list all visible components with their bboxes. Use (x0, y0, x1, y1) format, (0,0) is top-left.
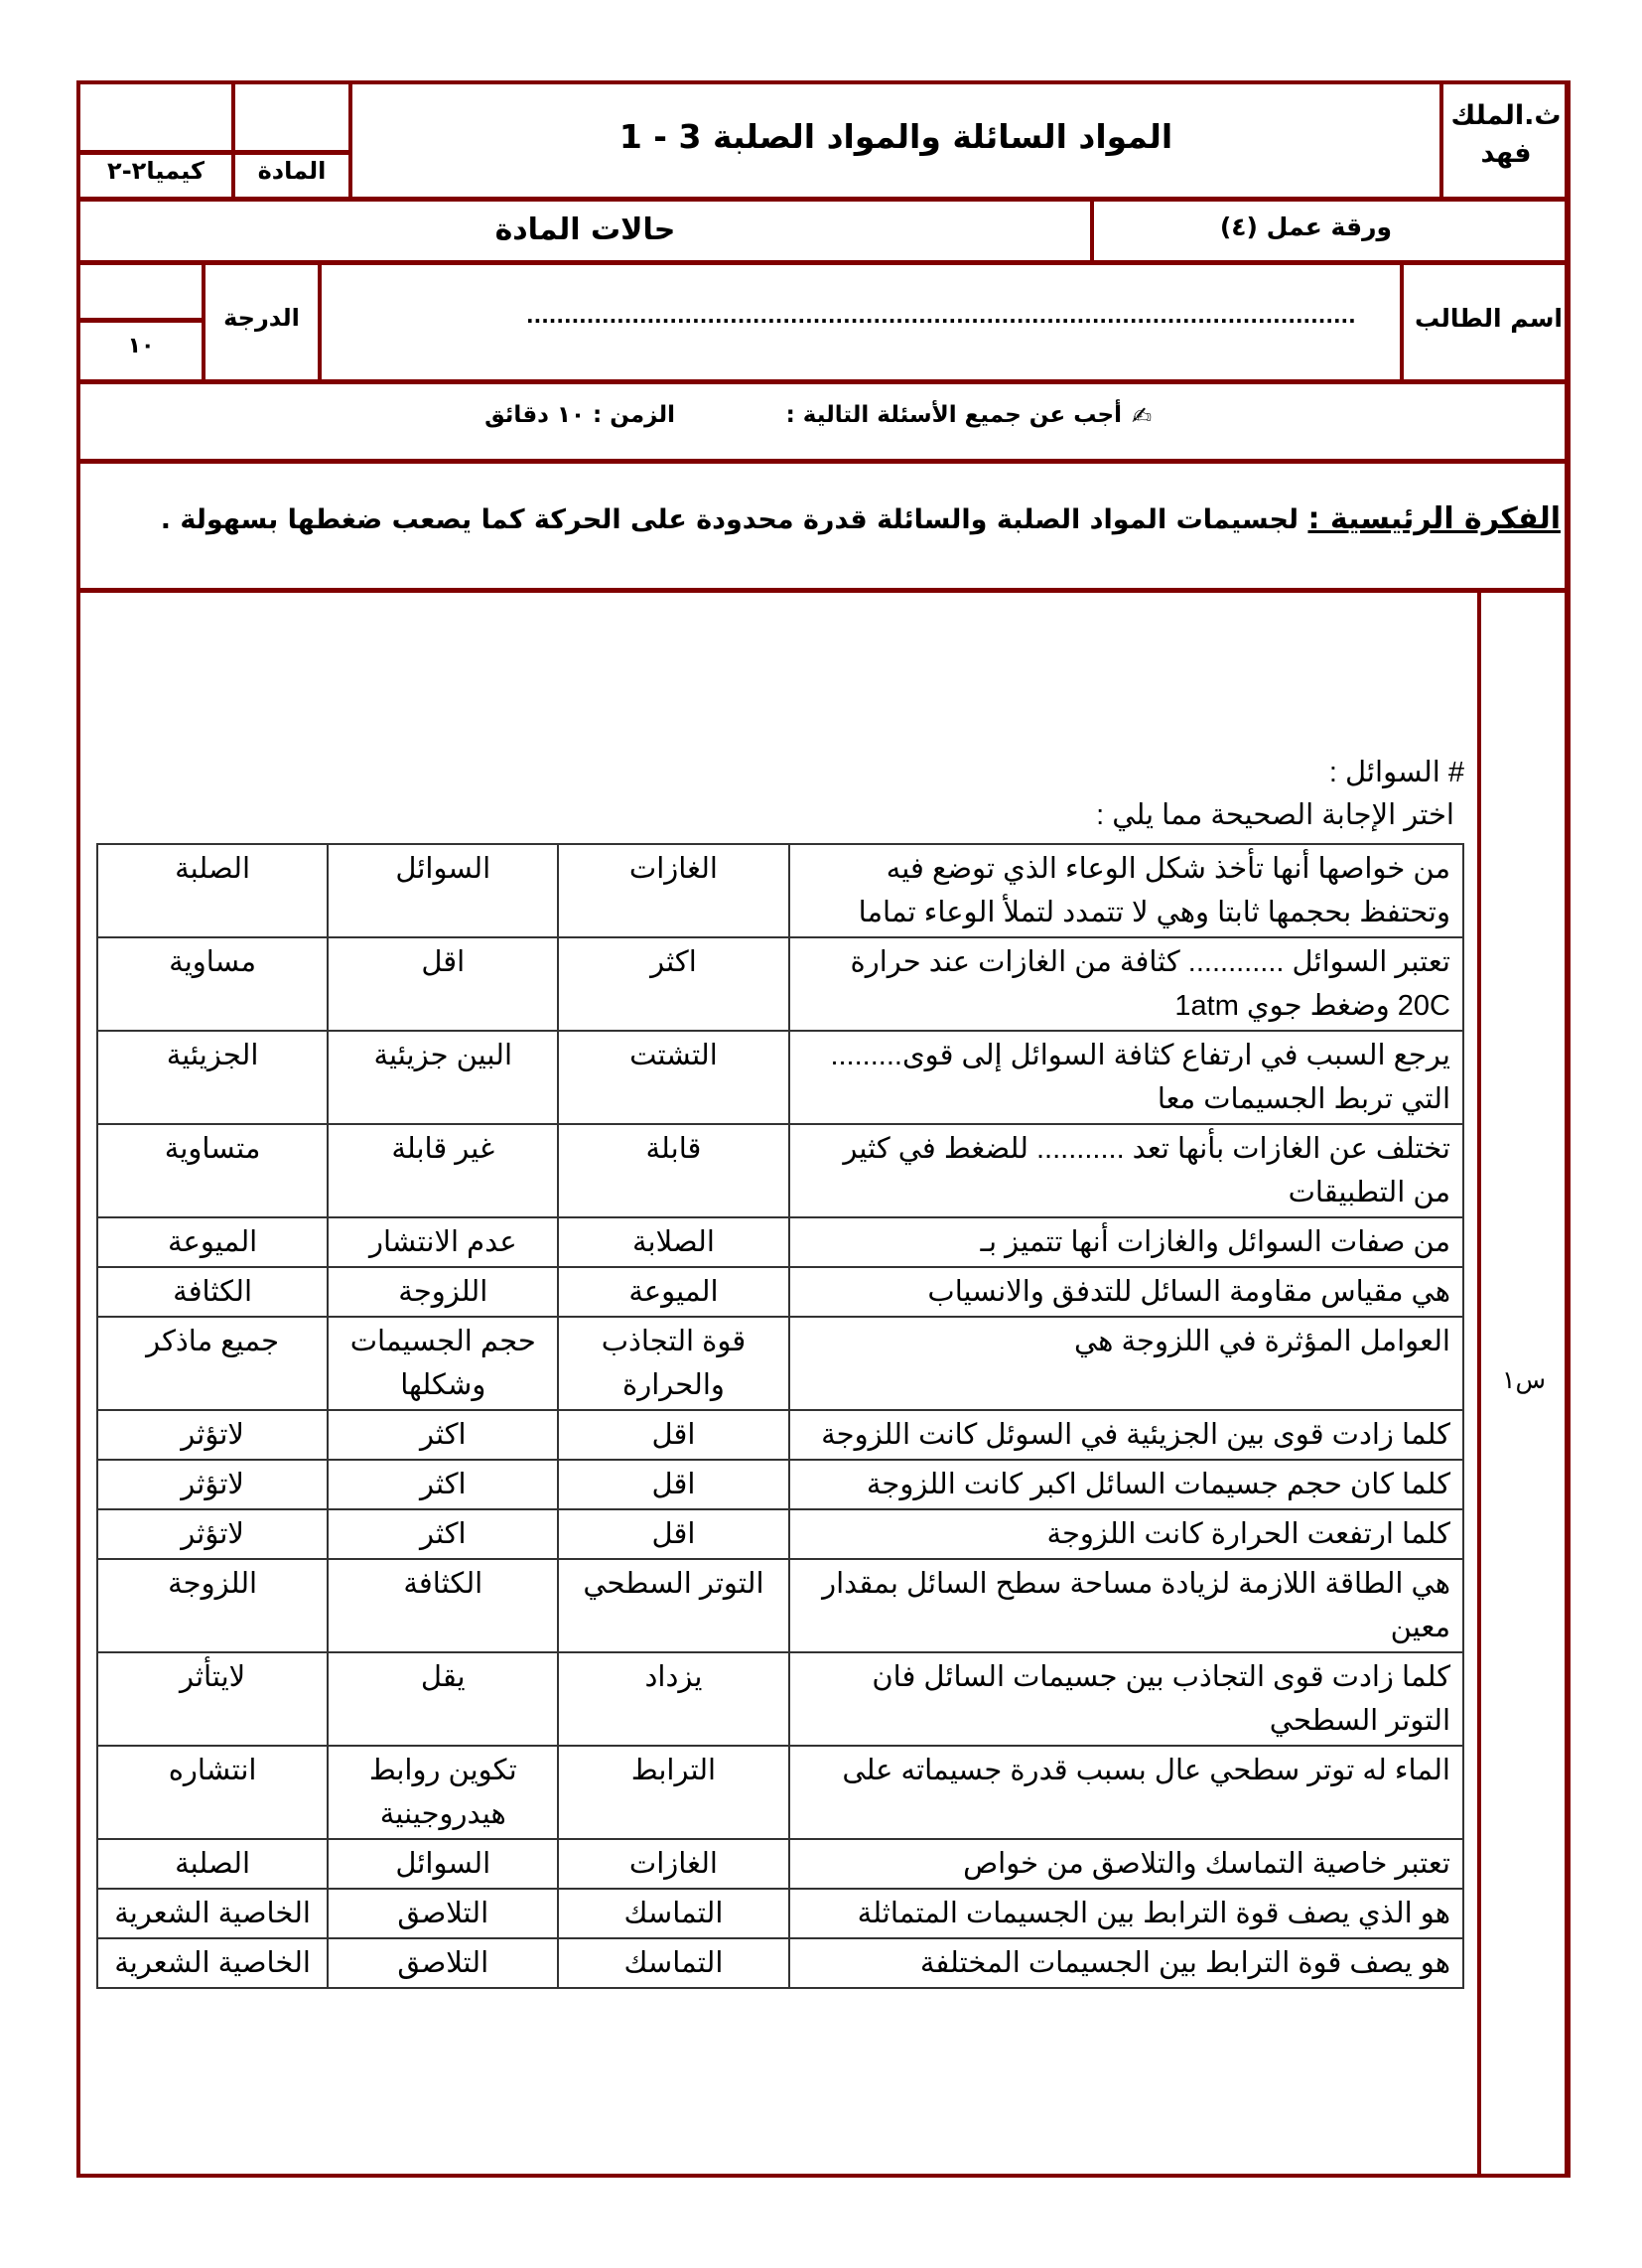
answer-option[interactable]: مساوية (97, 937, 328, 1031)
answer-option[interactable]: لاتؤثر (97, 1509, 328, 1559)
question-row (97, 1559, 1463, 1652)
answer-option[interactable]: الخاصية الشعرية (97, 1889, 328, 1938)
section-heading: # السوائل : (1328, 757, 1464, 788)
divider (76, 459, 1569, 464)
answer-option[interactable]: السوائل (328, 1839, 558, 1889)
answer-option[interactable]: متساوية (97, 1124, 328, 1217)
worksheet-number: ورقة عمل (٤) (1219, 213, 1392, 241)
answer-option[interactable]: يزداد (558, 1652, 788, 1746)
divider (76, 260, 1569, 265)
divider (1439, 80, 1443, 199)
divider (76, 197, 1569, 202)
answer-option[interactable]: قوة التجاذب والحرارة (558, 1317, 788, 1410)
divider (76, 379, 1569, 384)
answer-option[interactable]: السوائل (328, 844, 558, 937)
answer-option[interactable]: الكثافة (97, 1267, 328, 1317)
answer-option[interactable]: البين جزيئية (328, 1031, 558, 1124)
answer-option[interactable]: الخاصية الشعرية (97, 1938, 328, 1988)
student-name-label: اسم الطالب (1414, 304, 1563, 333)
answer-option[interactable]: اقل (558, 1410, 788, 1460)
main-idea-text: لجسيمات المواد الصلبة والسائلة قدرة محدودة على الحركة كما يصعب ضغطها بسهولة . (160, 504, 1308, 535)
question-text: تختلف عن الغازات بأنها تعد ........... للضغط في كثير من التطبيقات (789, 1124, 1463, 1217)
divider (76, 318, 204, 323)
question-row (97, 1938, 1463, 1988)
question-text: هي مقياس مقاومة السائل للتدفق والانسياب (789, 1267, 1463, 1317)
answer-option[interactable]: الميوعة (558, 1267, 788, 1317)
instruction-text: أجب عن جميع الأسئلة التالية : (785, 402, 1122, 428)
question-row (97, 1460, 1463, 1509)
time-limit: الزمن : ١٠ دقائق (484, 402, 675, 428)
question-row (97, 1124, 1463, 1217)
question-row (97, 937, 1463, 1031)
answer-option[interactable]: الجزيئية (97, 1031, 328, 1124)
answer-option[interactable]: اكثر (558, 937, 788, 1031)
question-text: من خواصها أنها تأخذ شكل الوعاء الذي توضع فيه وتحتفظ بحجمها ثابتا وهي لا تتمدد لتملأ الوعاء تماما (789, 844, 1463, 937)
answer-option[interactable]: الصلبة (97, 844, 328, 937)
question-row (97, 1889, 1463, 1938)
answer-option[interactable]: لاتؤثر (97, 1410, 328, 1460)
subject-label: المادة (257, 157, 327, 185)
answer-option[interactable]: التماسك (558, 1938, 788, 1988)
question-text: العوامل المؤثرة في اللزوجة هي (789, 1317, 1463, 1410)
question-row (97, 1410, 1463, 1460)
question-row (97, 1267, 1463, 1317)
answer-option[interactable]: لاتؤثر (97, 1460, 328, 1509)
frame-double-line (1567, 80, 1571, 2178)
pencil-icon: ✍ (1132, 402, 1153, 430)
divider (76, 588, 1569, 593)
student-name-field[interactable]: .............................................................................................................. (526, 304, 1356, 328)
answer-option[interactable]: التلاصق (328, 1938, 558, 1988)
answer-option[interactable]: الكثافة (328, 1559, 558, 1652)
question-text: هو يصف قوة الترابط بين الجسيمات المختلفة (789, 1938, 1463, 1988)
question-text: هي الطاقة اللازمة لزيادة مساحة سطح السائل بمقدار معين (789, 1559, 1463, 1652)
answer-option[interactable]: اقل (558, 1460, 788, 1509)
main-idea-label: الفكرة الرئيسية : (1307, 501, 1561, 536)
question-number: س١ (1502, 1365, 1546, 1394)
answer-option[interactable]: اكثر (328, 1460, 558, 1509)
answer-option[interactable]: غير قابلة (328, 1124, 558, 1217)
question-text: الماء له توتر سطحي عال بسبب قدرة جسيماته على (789, 1746, 1463, 1839)
lesson-title: المواد السائلة والمواد الصلبة 3 - 1 (618, 117, 1173, 156)
question-text: كلما ارتفعت الحرارة كانت اللزوجة (789, 1509, 1463, 1559)
answer-option[interactable]: الميوعة (97, 1217, 328, 1267)
answer-option[interactable]: حجم الجسيمات وشكلها (328, 1317, 558, 1410)
answer-option[interactable]: التلاصق (328, 1889, 558, 1938)
answer-option[interactable]: قابلة (558, 1124, 788, 1217)
answer-option[interactable]: الغازات (558, 1839, 788, 1889)
answer-option[interactable]: عدم الانتشار (328, 1217, 558, 1267)
answer-option[interactable]: جميع ماذكر (97, 1317, 328, 1410)
grade-label: الدرجة (223, 304, 300, 332)
answer-option[interactable]: التشتت (558, 1031, 788, 1124)
answer-option[interactable]: الترابط (558, 1746, 788, 1839)
question-row (97, 1746, 1463, 1839)
question-row (97, 1509, 1463, 1559)
answer-option[interactable]: اقل (558, 1509, 788, 1559)
answer-option[interactable]: تكوين روابط هيدروجينية (328, 1746, 558, 1839)
questions-table (96, 843, 1464, 1989)
answer-option[interactable]: اكثر (328, 1410, 558, 1460)
divider (1477, 591, 1481, 2178)
question-text: كلما كان حجم جسيمات السائل اكبر كانت اللزوجة (789, 1460, 1463, 1509)
divider (318, 262, 322, 381)
answer-option[interactable]: الصلبة (97, 1839, 328, 1889)
question-row (97, 1317, 1463, 1410)
subject-value: كيميا٢-٢ (107, 157, 205, 185)
answer-option[interactable]: اقل (328, 937, 558, 1031)
grade-value: ١٠ (127, 334, 155, 358)
answer-option[interactable]: الغازات (558, 844, 788, 937)
answer-option[interactable]: لايتأثر (97, 1652, 328, 1746)
question-text: تعتبر السوائل ............ كثافة من الغازات عند حرارة 20C وضغط جوي 1atm (789, 937, 1463, 1031)
main-idea (160, 501, 1561, 536)
topic-title: حالات المادة (494, 213, 676, 247)
section-instruction: اختر الإجابة الصحيحة مما يلي : (1096, 799, 1454, 831)
question-text: كلما زادت قوى بين الجزيئية في السوئل كانت اللزوجة (789, 1410, 1463, 1460)
answer-option[interactable]: يقل (328, 1652, 558, 1746)
question-text: كلما زادت قوى التجاذب بين جسيمات السائل فان التوتر السطحي (789, 1652, 1463, 1746)
answer-option[interactable]: اللزوجة (328, 1267, 558, 1317)
answer-option[interactable]: التوتر السطحي (558, 1559, 788, 1652)
question-row (97, 1217, 1463, 1267)
divider (76, 150, 350, 155)
school-name: ث.الملك فهد (1450, 100, 1562, 169)
question-text: يرجع السبب في ارتفاع كثافة السوائل إلى قوى......... التي تربط الجسيمات معا (789, 1031, 1463, 1124)
answer-option[interactable]: التماسك (558, 1889, 788, 1938)
answer-option[interactable]: انتشاره (97, 1746, 328, 1839)
question-row (97, 1652, 1463, 1746)
question-row (97, 844, 1463, 937)
question-text: هو الذي يصف قوة الترابط بين الجسيمات المتماثلة (789, 1889, 1463, 1938)
question-row (97, 1031, 1463, 1124)
answer-option[interactable]: الصلابة (558, 1217, 788, 1267)
answer-option[interactable]: اكثر (328, 1509, 558, 1559)
answer-option[interactable]: اللزوجة (97, 1559, 328, 1652)
question-text: من صفات السوائل والغازات أنها تتميز بـ (789, 1217, 1463, 1267)
question-text: تعتبر خاصية التماسك والتلاصق من خواص (789, 1839, 1463, 1889)
question-row (97, 1839, 1463, 1889)
